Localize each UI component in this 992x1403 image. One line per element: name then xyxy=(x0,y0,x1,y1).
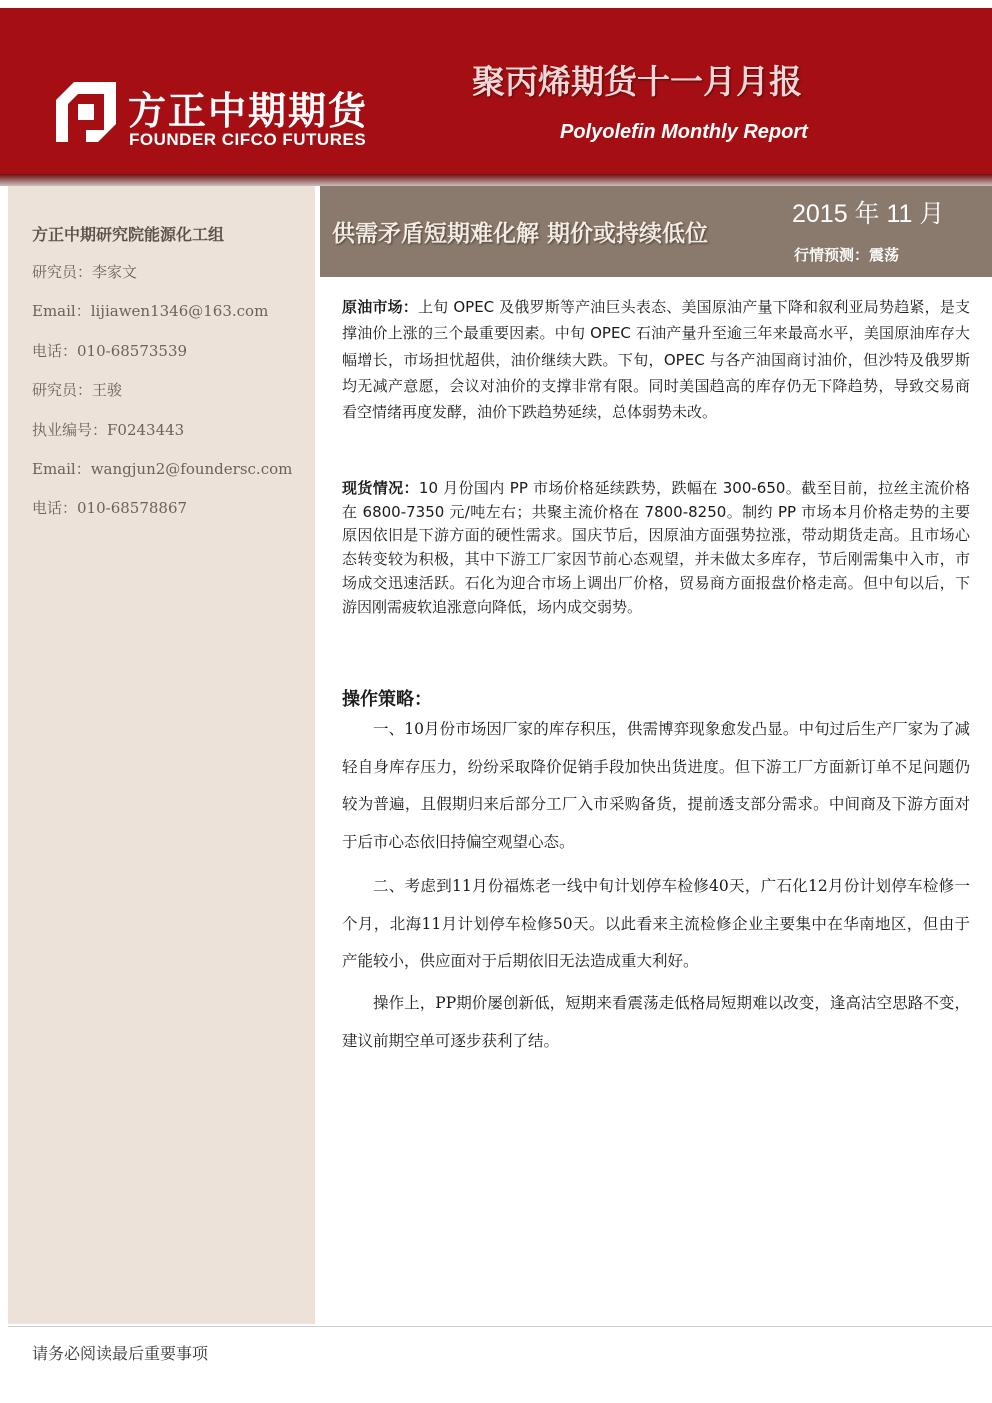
report-date: 2015 年 11 月 xyxy=(792,200,945,228)
contact-phone-2: 电话：010-68578867 xyxy=(32,499,188,518)
strategy-paragraph-3: 操作上，PP期价屡创新低，短期来看震荡走低格局短期难以改变，逢高沽空思路不变，建议前期空单可逐步获利了结。 xyxy=(342,994,970,1050)
crude-oil-paragraph xyxy=(342,294,970,425)
spot-text: 10 月份国内 PP 市场价格延续跌势，跌幅在 300-650。截至目前，拉丝主流价格在 6800-7350 元/吨左右；共聚主流价格在 7800-8250。制约 PP 市场本月价格走势的主要原因依旧是下游方面的硬性需求。国庆节后，因原油方面强势拉涨，带动期货走高。且市场心态转变较为积极，其中下游工厂家因节前心态观望，并未做太多库存，节后刚需集中入市，市场成交迅速活跃。石化为迎合市场上调出厂价格，贸易商方面报盘价格走高。但中旬以后，下游因刚需疲软追涨意向降低，场内成交弱势。 xyxy=(342,479,970,616)
crude-oil-label: 原油市场： xyxy=(342,298,418,316)
contact-researcher-2: 研究员：王骏 xyxy=(32,381,123,400)
report-subtitle: Polyolefin Monthly Report xyxy=(560,121,808,143)
strategy-heading: 操作策略： xyxy=(342,689,432,710)
research-group: 方正中期研究院能源化工组 xyxy=(32,225,225,244)
strategy-paragraph-1: 一、10月份市场因厂家的库存积压，供需博弈现象愈发凸显。中旬过后生产厂家为了减轻自身库存压力，纷纷采取降价促销手段加快出货进度。但下游工厂方面新订单不足问题仍较为普遍，且假期归来后部分工厂入市采购备货，提前透支部分需求。中间商及下游方面对于后市心态依旧持偏空观望心态。 xyxy=(342,720,970,851)
contact-license: 执业编号：F0243443 xyxy=(32,420,185,439)
report-title: 聚丙烯期货十一月月报 xyxy=(472,62,802,101)
contact-list xyxy=(32,261,292,537)
header-shadow xyxy=(0,174,992,186)
footer-divider xyxy=(8,1326,992,1327)
contact-phone-1: 电话：010-68573539 xyxy=(32,341,188,360)
strategy-paragraph-2: 二、考虑到11月份福炼老一线中旬计划停车检修40天，广石化12月份计划停车检修一个月，北海11月计划停车检修50天。以此看来主流检修企业主要集中在华南地区，但由于产能较小，供应面对于后期依旧无法造成重大利好。 xyxy=(342,877,970,971)
logo-english-name: FOUNDER CIFCO FUTURES xyxy=(129,130,367,149)
spot-label: 现货情况： xyxy=(342,479,419,497)
logo-chinese-name: 方正中期期货 xyxy=(128,89,369,133)
banner-headline: 供需矛盾短期难化解 期价或持续低位 xyxy=(332,221,709,247)
market-forecast: 行情预测：震荡 xyxy=(794,246,900,264)
contact-researcher-1: 研究员：李家文 xyxy=(32,263,138,281)
founder-logo-icon xyxy=(56,82,116,142)
crude-oil-text: 上旬 OPEC 及俄罗斯等产油巨头表态、美国原油产量下降和叙利亚局势趋紧，是支撑油价上涨的三个最重要因素。中旬 OPEC 石油产量升至逾三年来最高水平，美国原油库存大幅增长，市场担忧超供，油价继续大跌。下旬，OPEC 与各产油国商讨油价，但沙特及俄罗斯均无减产意愿，会议对油价的支撑非常有限。同时美国趋高的库存仍无下降趋势，导致交易商看空情绪再度发酵，油价下跌趋势延续，总体弱势未改。 xyxy=(342,298,970,422)
contact-email-2: Email：wangjun2@foundersc.com xyxy=(32,459,293,478)
contact-email-1: Email：lijiawen1346@163.com xyxy=(32,302,269,321)
footer-note: 请务必阅读最后重要事项 xyxy=(32,1344,209,1363)
spot-paragraph xyxy=(342,477,970,619)
